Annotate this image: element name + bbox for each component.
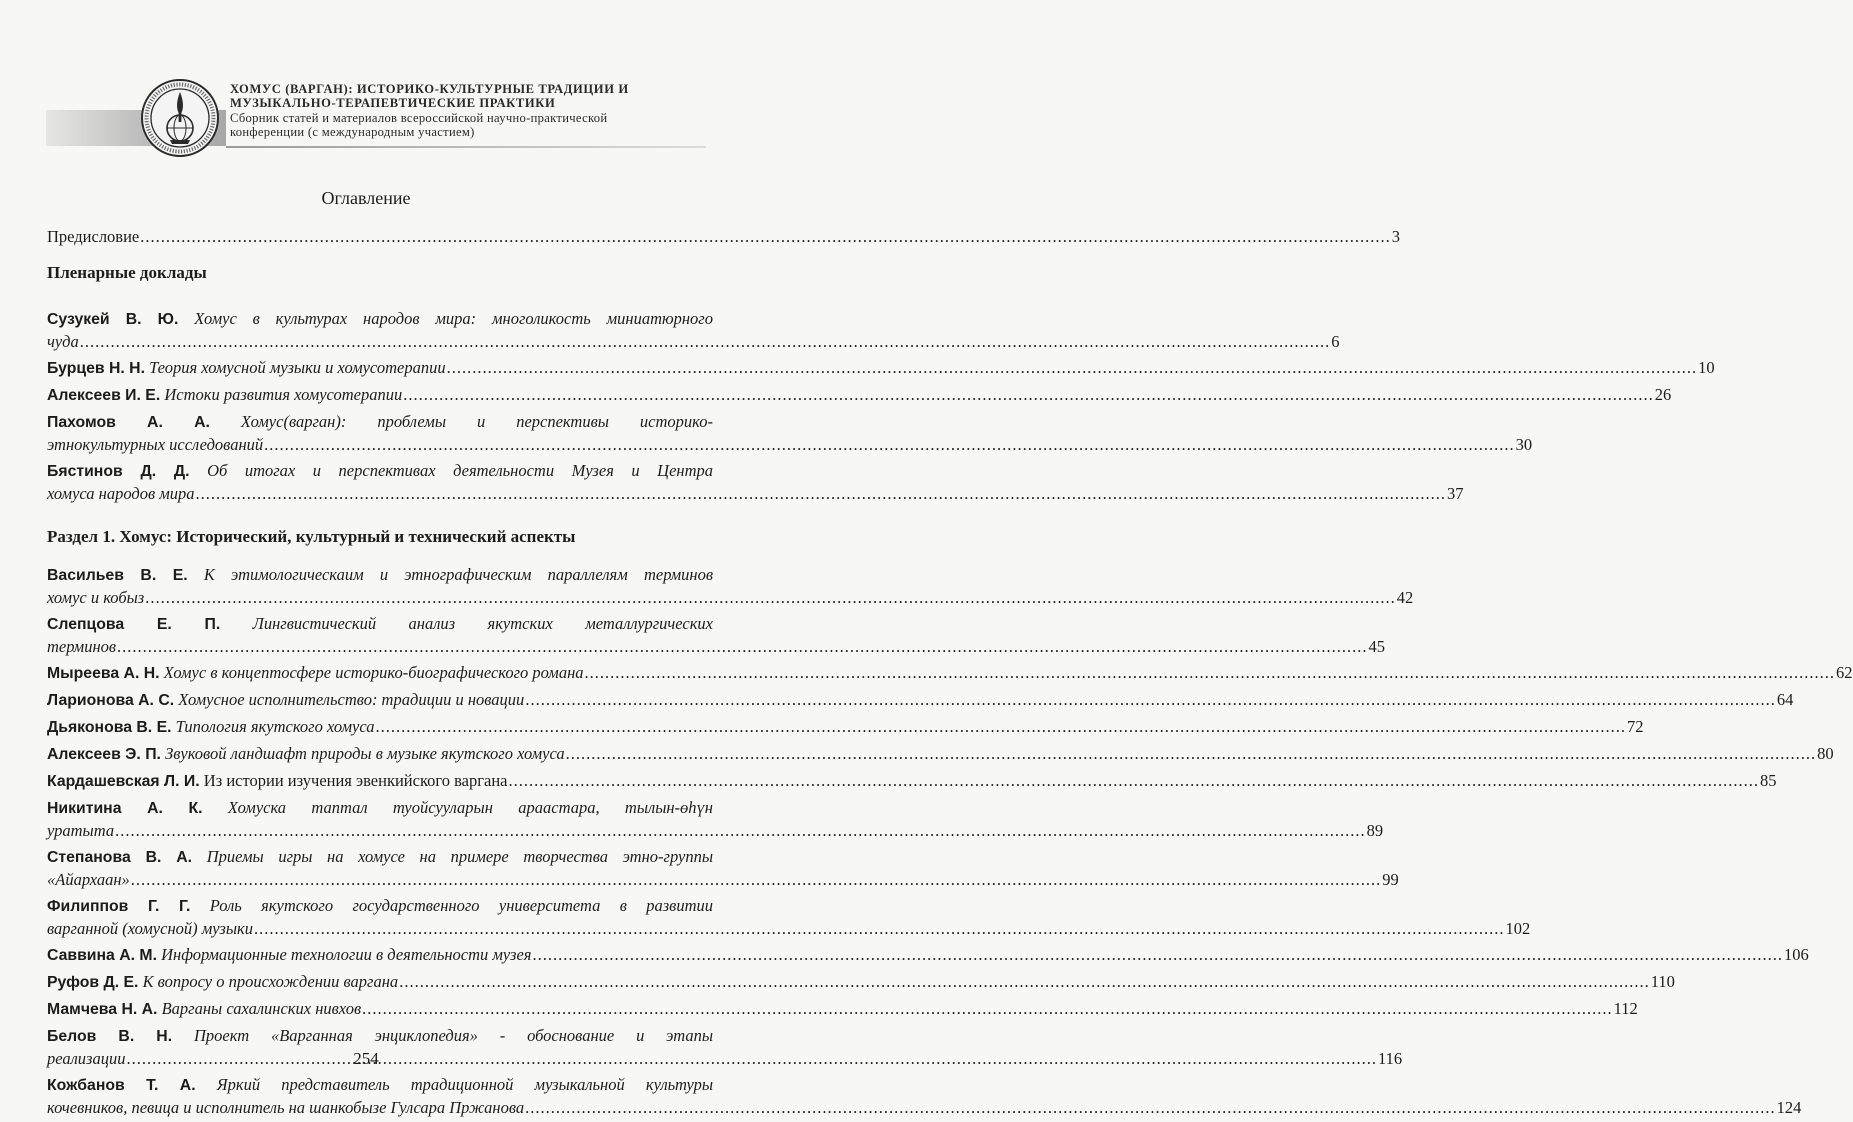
toc-page-number: 112 — [1613, 999, 1638, 1018]
toc-entry-line1 — [47, 564, 713, 587]
toc-author: Дьяконова В. Е. — [47, 719, 172, 736]
toc-article-title: Из истории изучения эвенкийского варгана — [203, 771, 508, 790]
toc-article-title: Проект «Варганная энциклопедия» - обоснование и этапы — [193, 1026, 714, 1045]
section2-list — [47, 564, 1853, 1119]
dot-leader — [264, 434, 1515, 456]
dot-leader — [140, 226, 1391, 248]
toc-page-number: 80 — [1817, 744, 1834, 763]
toc-author: Степанова В. А. — [47, 849, 193, 866]
toc-entry-line2 — [47, 869, 1399, 891]
toc-page-number: 64 — [1776, 690, 1794, 709]
toc-page-number: 72 — [1627, 717, 1644, 736]
toc-author: Кардашевская Л. И. — [47, 773, 200, 790]
toc-article-title-cont: реализации — [47, 1049, 126, 1068]
toc-author: Сузукей В. Ю. — [47, 311, 179, 328]
toc-article-title: Хомуска таптал туойсууларын араастара, тылын-өһүн — [227, 798, 713, 817]
header-text — [230, 82, 710, 139]
toc-entry-line — [47, 716, 1644, 739]
dot-leader — [525, 689, 1776, 711]
toc-page-number: 62 — [1836, 663, 1853, 682]
toc-author: Пахомов А. А. — [47, 414, 210, 431]
dot-leader — [585, 662, 1836, 684]
toc-page-number: 3 — [1391, 227, 1400, 246]
toc-entry-line — [47, 998, 1638, 1021]
toc-entry[interactable] — [47, 308, 1340, 353]
dot-leader — [447, 357, 1698, 379]
toc-author: Алексеев И. Е. — [47, 387, 161, 404]
toc-article-title-cont: терминов — [47, 637, 117, 656]
dot-leader — [532, 944, 1783, 966]
toc-author: Саввина А. М. — [47, 947, 157, 964]
toc-author: Васильев В. Е. — [47, 567, 188, 584]
toc-article-title: Информационные технологии в деятельности музея — [161, 945, 532, 964]
toc-entry[interactable] — [47, 357, 1715, 380]
toc-entry-line2 — [47, 331, 1340, 353]
toc-author: Бястинов Д. Д. — [47, 463, 190, 480]
toc-article-title: К этимологическаим и этнографическим параллелям терминов — [203, 565, 713, 584]
toc-entry-line1 — [47, 895, 713, 918]
toc-page-number: 45 — [1368, 637, 1386, 656]
dot-leader — [117, 636, 1368, 658]
dot-leader — [403, 384, 1654, 406]
toc-entry[interactable] — [47, 613, 1386, 658]
toc-entry[interactable] — [47, 743, 1834, 766]
dot-leader — [196, 483, 1447, 505]
toc-author: Мыреева А. Н. — [47, 665, 160, 682]
toc-page-number: 106 — [1783, 945, 1809, 964]
header-rule — [226, 146, 706, 148]
table-of-contents — [47, 226, 1853, 1119]
university-emblem-icon — [140, 78, 220, 158]
toc-entry[interactable] — [47, 846, 1399, 891]
toc-entry-line1 — [47, 1025, 713, 1048]
toc-entry-line — [47, 971, 1675, 994]
toc-entry[interactable] — [47, 797, 1384, 842]
toc-entry-line — [47, 384, 1672, 407]
toc-page-number: 110 — [1650, 972, 1675, 991]
toc-entry[interactable] — [47, 384, 1672, 407]
toc-article-title-cont: чуда — [47, 332, 79, 351]
toc-entry-line1 — [47, 613, 713, 636]
toc-page-number: 30 — [1515, 435, 1533, 454]
toc-article-title: Роль якутского государственного университета в развитии — [209, 896, 713, 915]
toc-entry-preface[interactable] — [47, 226, 1400, 248]
toc-entry[interactable] — [47, 770, 1777, 793]
toc-article-title-cont: «Айархаан» — [47, 870, 130, 889]
toc-entry-line1 — [47, 1074, 713, 1097]
toc-article-title-cont: хомус и кобыз — [47, 588, 145, 607]
toc-author: Руфов Д. Е. — [47, 974, 139, 991]
toc-entry-line2 — [47, 1097, 1802, 1119]
toc-article-title: Звуковой ландшафт природы в музыке якутского хомуса — [165, 744, 565, 763]
toc-page-number: 26 — [1654, 385, 1672, 404]
toc-author: Кожбанов Т. А. — [47, 1077, 196, 1094]
toc-page-number: 89 — [1366, 821, 1384, 840]
dot-leader — [131, 869, 1382, 891]
toc-author: Никитина А. К. — [47, 800, 203, 817]
toc-entry-line — [47, 357, 1715, 380]
toc-article-title-cont: кочевников, певица и исполнитель на шанкобызе Гулсара Пржанова — [47, 1098, 525, 1117]
toc-entry-line — [47, 662, 1853, 685]
toc-entry[interactable] — [47, 895, 1531, 940]
toc-title: Оглавление — [321, 188, 411, 208]
toc-page-number: 10 — [1698, 358, 1715, 377]
dot-leader — [525, 1097, 1776, 1119]
dot-leader — [399, 971, 1650, 993]
dot-leader — [145, 587, 1396, 609]
toc-entry[interactable] — [47, 716, 1644, 739]
toc-article-title: Приемы игры на хомусе на примере творчества этно-группы — [206, 847, 713, 866]
toc-entry[interactable] — [47, 998, 1638, 1021]
toc-entry[interactable] — [47, 689, 1794, 712]
toc-entry-line2 — [47, 918, 1531, 940]
toc-author: Бурцев Н. Н. — [47, 360, 145, 377]
toc-author: Ларионова А. С. — [47, 692, 175, 709]
toc-entry-line — [47, 743, 1834, 766]
plenary-list — [47, 308, 1715, 505]
toc-entry[interactable] — [47, 971, 1675, 994]
toc-page-number: 116 — [1378, 1049, 1403, 1068]
toc-entry-line2 — [47, 820, 1384, 842]
toc-article-title: Хомус в концептосфере историко-биографического романа — [163, 663, 584, 682]
toc-author: Мамчева Н. А. — [47, 1001, 158, 1018]
toc-article-title: Хомусное исполнительство: традиции и новации — [178, 690, 525, 709]
toc-entry-line2 — [47, 636, 1386, 658]
toc-entry[interactable] — [47, 564, 1414, 609]
toc-entry-line1 — [47, 460, 713, 483]
section-heading-plenary: Пленарные доклады — [47, 263, 207, 282]
toc-entry-line1 — [47, 846, 713, 869]
toc-article-title: Хомус в культурах народов мира: многоликость миниатюрного — [194, 309, 713, 328]
dot-leader — [566, 743, 1817, 765]
toc-entry[interactable] — [47, 662, 1853, 685]
toc-entry[interactable] — [47, 1074, 1802, 1119]
header-subtitle-line1: Сборник статей и материалов всероссийской научно-практической — [230, 111, 608, 125]
dot-leader — [509, 770, 1760, 792]
collection-header — [46, 72, 706, 162]
toc-article-title: Типология якутского хомуса — [175, 717, 375, 736]
toc-page-number: 37 — [1447, 484, 1464, 503]
toc-entry-line1 — [47, 411, 713, 434]
dot-leader — [362, 998, 1613, 1020]
toc-page-number: 102 — [1505, 919, 1531, 938]
toc-article-title: Лингвистический анализ якутских металлургических — [252, 614, 714, 633]
toc-entry-line1 — [47, 308, 713, 331]
toc-entry[interactable] — [47, 411, 1533, 456]
section-heading-part1: Раздел 1. Хомус: Исторический, культурный и технический аспекты — [47, 527, 576, 546]
toc-entry-line1 — [47, 797, 713, 820]
toc-article-title: К вопросу о происхождении варгана — [142, 972, 399, 991]
toc-article-title-cont: варганной (хомусной) музыки — [47, 919, 253, 938]
toc-entry-label: Предисловие — [47, 227, 140, 246]
toc-author: Алексеев Э. П. — [47, 746, 161, 763]
toc-article-title: Варганы сахалинских нивхов — [161, 999, 362, 1018]
toc-entry-line — [47, 770, 1777, 793]
toc-entry-line2 — [47, 587, 1414, 609]
toc-entry[interactable] — [47, 460, 1464, 505]
toc-author: Филиппов Г. Г. — [47, 898, 191, 915]
toc-article-title: Хомус(варган): проблемы и перспективы историко- — [240, 412, 713, 431]
toc-article-title: Об итогах и перспективах деятельности Музея и Центра — [207, 461, 713, 480]
toc-entry-line2 — [47, 434, 1533, 456]
dot-leader — [376, 716, 1627, 738]
toc-author: Белов В. Н. — [47, 1028, 173, 1045]
toc-article-title-cont: этнокультурных исследований — [47, 435, 264, 454]
header-title-line1: ХОМУС (ВАРГАН): ИСТОРИКО-КУЛЬТУРНЫЕ ТРАДИЦИИ И — [230, 82, 629, 96]
toc-author: Слепцова Е. П. — [47, 616, 221, 633]
toc-article-title: Яркий представитель традиционной музыкальной культуры — [216, 1075, 714, 1094]
toc-article-title-cont: уратыта — [47, 821, 115, 840]
page-number: 254 — [353, 1049, 379, 1068]
toc-entry[interactable] — [47, 944, 1809, 967]
toc-article-title-cont: хомуса народов мира — [47, 484, 195, 503]
header-subtitle-line2: конференции (с международным участием) — [230, 125, 475, 139]
toc-page-number: 124 — [1776, 1098, 1802, 1117]
toc-page-number: 6 — [1331, 332, 1340, 351]
dot-leader — [254, 918, 1505, 940]
header-title-line2: МУЗЫКАЛЬНО-ТЕРАПЕВТИЧЕСКИЕ ПРАКТИКИ — [230, 96, 556, 110]
toc-article-title: Истоки развития хомусотерапии — [164, 385, 403, 404]
dot-leader — [115, 820, 1366, 842]
toc-entry-line2 — [47, 483, 1464, 505]
toc-entry-line — [47, 944, 1809, 967]
toc-entry-line — [47, 689, 1794, 712]
toc-page-number: 85 — [1760, 771, 1777, 790]
toc-article-title: Теория хомусной музыки и хомусотерапии — [149, 358, 446, 377]
toc-page-number: 99 — [1382, 870, 1399, 889]
dot-leader — [80, 331, 1331, 353]
toc-page-number: 42 — [1396, 588, 1414, 607]
